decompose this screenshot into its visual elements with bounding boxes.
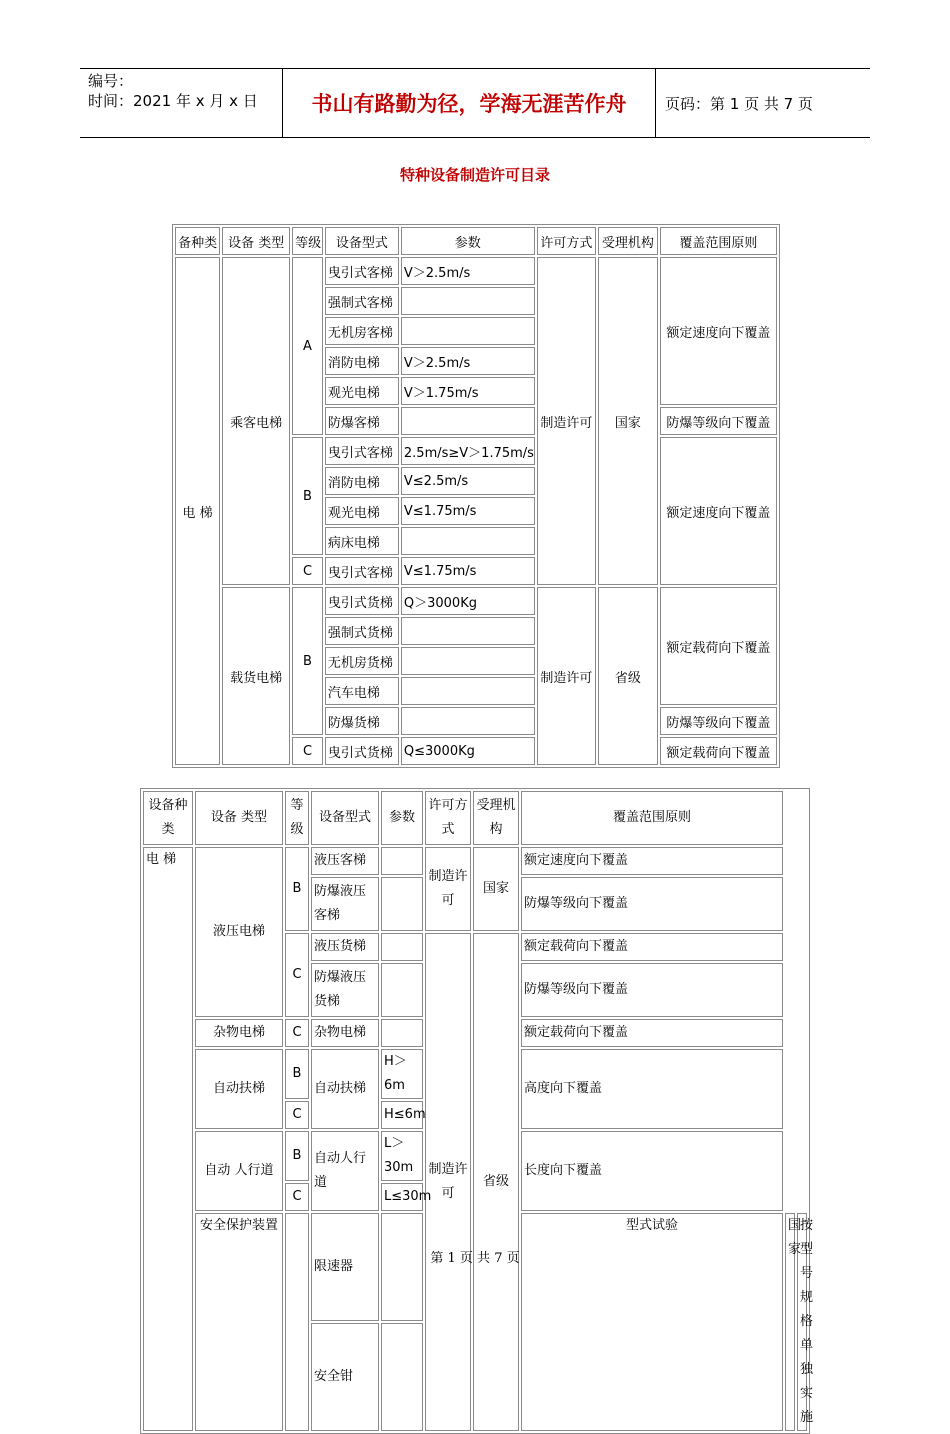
permit-cell: 制造许可 [425,933,471,1431]
time-label: 时间：2021 年 x 月 x 日 [88,92,258,110]
param-cell [381,1019,423,1047]
header-cell: 覆盖范围原则 [660,227,777,255]
type-cell: 自动扶梯 [195,1049,283,1129]
category-cell: 电 梯 [143,847,193,1431]
param-cell: Q＞3000Kg [401,587,535,615]
document-title: 特种设备制造许可目录 [399,166,550,184]
license-table-2 [140,788,814,1434]
table-row [143,847,807,875]
coverage-cell: 额定载荷向下覆盖 [660,587,777,705]
form-cell: 观光电梯 [325,497,399,525]
param-cell [401,527,535,555]
form-cell: 防爆液压客梯 [311,877,379,931]
type-cell: 液压电梯 [195,847,283,1017]
header-cell: 设备种类 [143,791,193,845]
type-cell: 自动 人行道 [195,1131,283,1211]
param-cell: V≤1.75m/s [401,497,535,525]
coverage-cell: 额定载荷向下覆盖 [660,737,777,765]
grade-cell [285,1213,309,1431]
coverage-cell: 按型号规格单独实施 [797,1213,807,1431]
param-cell [401,647,535,675]
header-cell: 受理机构 [598,227,658,255]
permit-cell: 制造许可 [537,257,597,585]
agency-cell: 省级 [473,933,519,1431]
coverage-cell: 防爆等级向下覆盖 [521,877,783,931]
coverage-cell: 额定载荷向下覆盖 [521,933,783,961]
param-cell: V＞1.75m/s [401,377,535,405]
coverage-cell: 高度向下覆盖 [521,1049,783,1129]
type-cell: 杂物电梯 [195,1019,283,1047]
param-cell: V＞2.5m/s [401,347,535,375]
param-cell: Q≤3000Kg [401,737,535,765]
coverage-cell: 额定速度向下覆盖 [660,437,777,585]
grade-cell: A [292,257,323,435]
form-cell: 消防电梯 [325,467,399,495]
param-cell [401,677,535,705]
grade-cell: B [292,587,323,735]
agency-cell: 国家 [598,257,658,585]
agency-cell: 国家 [785,1213,795,1431]
form-cell: 防爆液压货梯 [311,963,379,1017]
param-cell: 2.5m/s≥V＞1.75m/s [401,437,535,465]
grade-cell: C [285,1019,309,1047]
grade-cell: B [285,847,309,931]
form-cell: 消防电梯 [325,347,399,375]
grade-cell: B [292,437,323,555]
page-info: 页码：第 1 页 共 7 页 [665,94,813,113]
table-header-row [143,791,807,845]
grade-cell: C [292,557,323,585]
coverage-cell: 额定载荷向下覆盖 [521,1019,783,1047]
motto: 书山有路勤为径，学海无涯苦作舟 [282,69,656,137]
form-cell: 液压客梯 [311,847,379,875]
form-cell: 杂物电梯 [311,1019,379,1047]
permit-cell: 制造许可 [425,847,471,931]
form-cell: 无机房客梯 [325,317,399,345]
header-cell: 参数 [401,227,535,255]
form-cell: 液压货梯 [311,933,379,961]
param-cell: L＞30m [381,1131,423,1181]
coverage-cell: 长度向下覆盖 [521,1131,783,1211]
agency-cell: 省级 [598,587,658,765]
header-cell: 许可方式 [425,791,471,845]
header-cell: 受理机构 [473,791,519,845]
form-cell: 病床电梯 [325,527,399,555]
param-cell: V≤1.75m/s [401,557,535,585]
grade-cell: B [285,1131,309,1181]
page-footer: 第 1 页 共 7 页 [430,1251,520,1266]
table-row [175,257,777,285]
grade-cell: C [285,1183,309,1211]
permit-cell: 制造许可 [537,587,597,765]
header-cell: 备种类 [175,227,220,255]
header-cell: 参数 [381,791,423,845]
form-cell: 观光电梯 [325,377,399,405]
number-label: 编号： [88,72,134,90]
agency-cell: 国家 [473,847,519,931]
form-cell: 自动扶梯 [311,1049,379,1129]
coverage-cell: 防爆等级向下覆盖 [660,707,777,735]
grade-cell: C [285,933,309,1017]
form-cell: 限速器 [311,1213,379,1321]
grade-cell: C [285,1101,309,1129]
form-cell: 曳引式客梯 [325,557,399,585]
param-cell [401,407,535,435]
param-cell: H＞6m [381,1049,423,1099]
coverage-cell: 额定速度向下覆盖 [660,257,777,405]
permit-cell: 型式试验 [521,1213,783,1431]
form-cell: 强制式货梯 [325,617,399,645]
header-cell: 等级 [285,791,309,845]
param-cell [381,933,423,961]
form-cell: 无机房货梯 [325,647,399,675]
param-cell [381,1213,423,1321]
form-cell: 自动人行道 [311,1131,379,1211]
param-cell: L≤30m [381,1183,423,1211]
header-cell: 设备 类型 [195,791,283,845]
param-cell [401,707,535,735]
type-cell: 安全保护装置 [195,1213,283,1431]
header-cell: 设备型式 [311,791,379,845]
form-cell: 强制式客梯 [325,287,399,315]
param-cell [401,617,535,645]
form-cell: 曳引式客梯 [325,437,399,465]
form-cell: 安全钳 [311,1323,379,1431]
category-cell: 电 梯 [175,257,220,765]
page-header [80,68,870,138]
param-cell [381,877,423,931]
grade-cell: C [292,737,323,765]
coverage-cell: 防爆等级向下覆盖 [521,963,783,1017]
header-cell: 设备 类型 [222,227,290,255]
form-cell: 防爆货梯 [325,707,399,735]
coverage-cell: 额定速度向下覆盖 [521,847,783,875]
header-cell: 等级 [292,227,323,255]
table-row [175,587,777,615]
header-cell: 许可方式 [537,227,597,255]
form-cell: 曳引式货梯 [325,737,399,765]
coverage-cell: 防爆等级向下覆盖 [660,407,777,435]
param-cell [401,287,535,315]
param-cell [381,963,423,1017]
param-cell [381,847,423,875]
form-cell: 曳引式客梯 [325,257,399,285]
header-cell: 设备型式 [325,227,399,255]
form-cell: 曳引式货梯 [325,587,399,615]
form-cell: 汽车电梯 [325,677,399,705]
param-cell [401,317,535,345]
form-cell: 防爆客梯 [325,407,399,435]
header-cell: 覆盖范围原则 [521,791,783,845]
grade-cell: B [285,1049,309,1099]
header-left [80,69,282,137]
param-cell: V＞2.5m/s [401,257,535,285]
table-header-row [175,227,777,255]
param-cell [381,1323,423,1431]
param-cell: V≤2.5m/s [401,467,535,495]
license-table-1 [172,224,780,768]
type-cell: 载货电梯 [222,587,290,765]
param-cell: H≤6m [381,1101,423,1129]
type-cell: 乘客电梯 [222,257,290,585]
